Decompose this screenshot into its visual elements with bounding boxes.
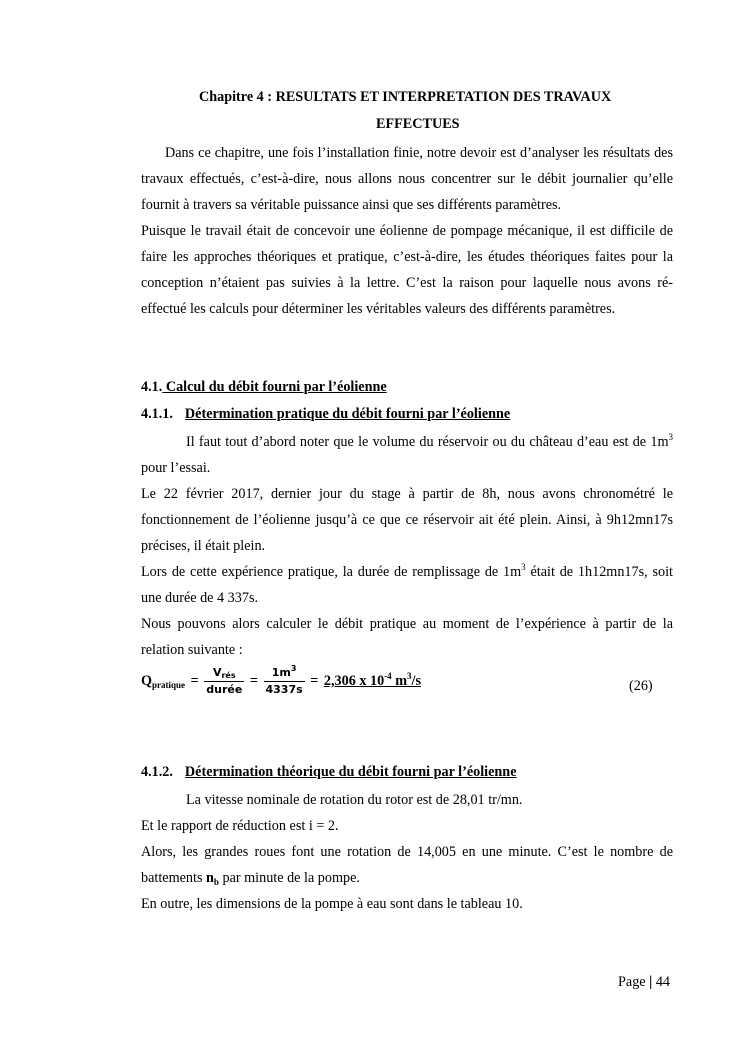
formula-q-subscript: pratique [152, 679, 186, 690]
formula-equals-3: = [310, 672, 319, 689]
section-4-1-number: 4.1. [141, 379, 163, 395]
paragraph-text-end: pour l’essai. [141, 460, 211, 476]
formula-q [141, 673, 185, 689]
section-4-1-1-paragraph-4: Nous pouvons alors calculer le débit pratique au moment de l’expérience à partir de la relation suivante : [141, 616, 673, 658]
formula-26 [141, 666, 421, 697]
paragraph-text: Il faut tout d’abord noter que le volume du réservoir ou du château d’eau est de 1m [186, 434, 669, 450]
section-4-1-1-paragraph-2: Le 22 février 2017, dernier jour du stage à partir de 8h, nous avons chronométré le fonctionnement de l’éolienne jusqu’à ce que ce réservoir ait été plein. Ainsi, à 9h12mn17s précises, il était plein. [141, 486, 673, 554]
section-4-1-2-paragraph-1: La vitesse nominale de rotation du rotor est de 28,01 tr/mn. [186, 792, 523, 808]
page-footer [618, 974, 670, 991]
section-4-1-title: Calcul du débit fourni par l’éolienne [162, 379, 387, 395]
paragraph-text: Alors, les grandes roues font une rotation de 14,005 en une minute. C’est le nombre de battements [141, 844, 673, 886]
paragraph-text-end: était de 1h12mn17s, soit une durée de 4 337s. [141, 564, 673, 606]
numerator-symbol: V [212, 666, 222, 679]
result-unit-superscript: 3 [407, 670, 412, 681]
section-4-1-heading [141, 379, 387, 396]
chapter-title-line2: EFFECTUES [376, 116, 460, 132]
formula-equals-1: = [190, 672, 199, 689]
formula-number: (26) [629, 678, 653, 694]
paragraph-text: Lors de cette expérience pratique, la durée de remplissage de 1m [141, 564, 522, 580]
section-4-1-2-title: Détermination théorique du débit fourni par l’éolienne [184, 764, 517, 780]
superscript: 3 [521, 562, 526, 572]
formula-fraction-volume-duration [204, 666, 244, 697]
result-exponent: -4 [384, 670, 392, 681]
section-4-1-2-number: 4.1.2. [141, 764, 173, 780]
battements-n: n [206, 870, 214, 886]
section-4-1-2-heading [141, 764, 517, 781]
section-4-1-1-paragraph-1 [141, 429, 673, 481]
numerator-subscript: rés [221, 671, 236, 680]
formula-result [323, 670, 421, 689]
formula-q-symbol: Q [141, 672, 153, 689]
fraction-denominator: durée [206, 683, 243, 696]
page-label: Page [618, 974, 646, 990]
formula-fraction-values [264, 666, 305, 697]
section-4-1-1-title: Détermination pratique du débit fourni par l’éolienne [184, 406, 511, 422]
battements-subscript: b [213, 877, 219, 887]
numerator-value: 1m [271, 666, 291, 679]
battements-symbol [206, 870, 219, 886]
result-unit: m [391, 672, 408, 689]
numerator-superscript: 3 [290, 664, 297, 673]
section-4-1-1-paragraph-3 [141, 559, 673, 611]
fraction-numerator [204, 666, 244, 682]
section-4-1-2-paragraph-4: En outre, les dimensions de la pompe à eau sont dans le tableau 10. [141, 896, 523, 912]
paragraph-text-end: par minute de la pompe. [218, 870, 360, 886]
result-unit-end: /s [411, 672, 421, 689]
fraction-denominator: 4337s [265, 683, 303, 696]
fraction-numerator [264, 666, 305, 682]
result-base: 2,306 x 10 [323, 672, 385, 689]
section-4-1-2-paragraph-2: Et le rapport de réduction est i = 2. [141, 818, 339, 834]
intro-paragraph-1: Dans ce chapitre, une fois l’installation finie, notre devoir est d’analyser les résultats des travaux effectués, c’est-à-dire, nous allons nous concentrer sur le débit journalier qu’elle fournit à travers sa véritable puissance ainsi que ses différents paramètres. [141, 145, 673, 213]
section-4-1-2-paragraph-3 [141, 839, 673, 891]
formula-equals-2: = [249, 672, 258, 689]
superscript: 3 [668, 432, 673, 442]
chapter-title-line1: Chapitre 4 : RESULTATS ET INTERPRETATION DES TRAVAUX [199, 89, 612, 105]
page-separator: | [649, 974, 653, 990]
page-number: 44 [655, 974, 670, 990]
section-4-1-1-heading [141, 406, 510, 423]
intro-paragraph-2: Puisque le travail était de concevoir une éolienne de pompage mécanique, il est difficile de faire les approches théoriques et pratique, c’est-à-dire, les études théoriques faites pour la conception n’étaient pas suivies à la lettre. C’est la raison pour laquelle nous avons ré-effectué les calculs pour déterminer les véritables valeurs des différents paramètres. [141, 223, 673, 317]
section-4-1-1-number: 4.1.1. [141, 406, 173, 422]
